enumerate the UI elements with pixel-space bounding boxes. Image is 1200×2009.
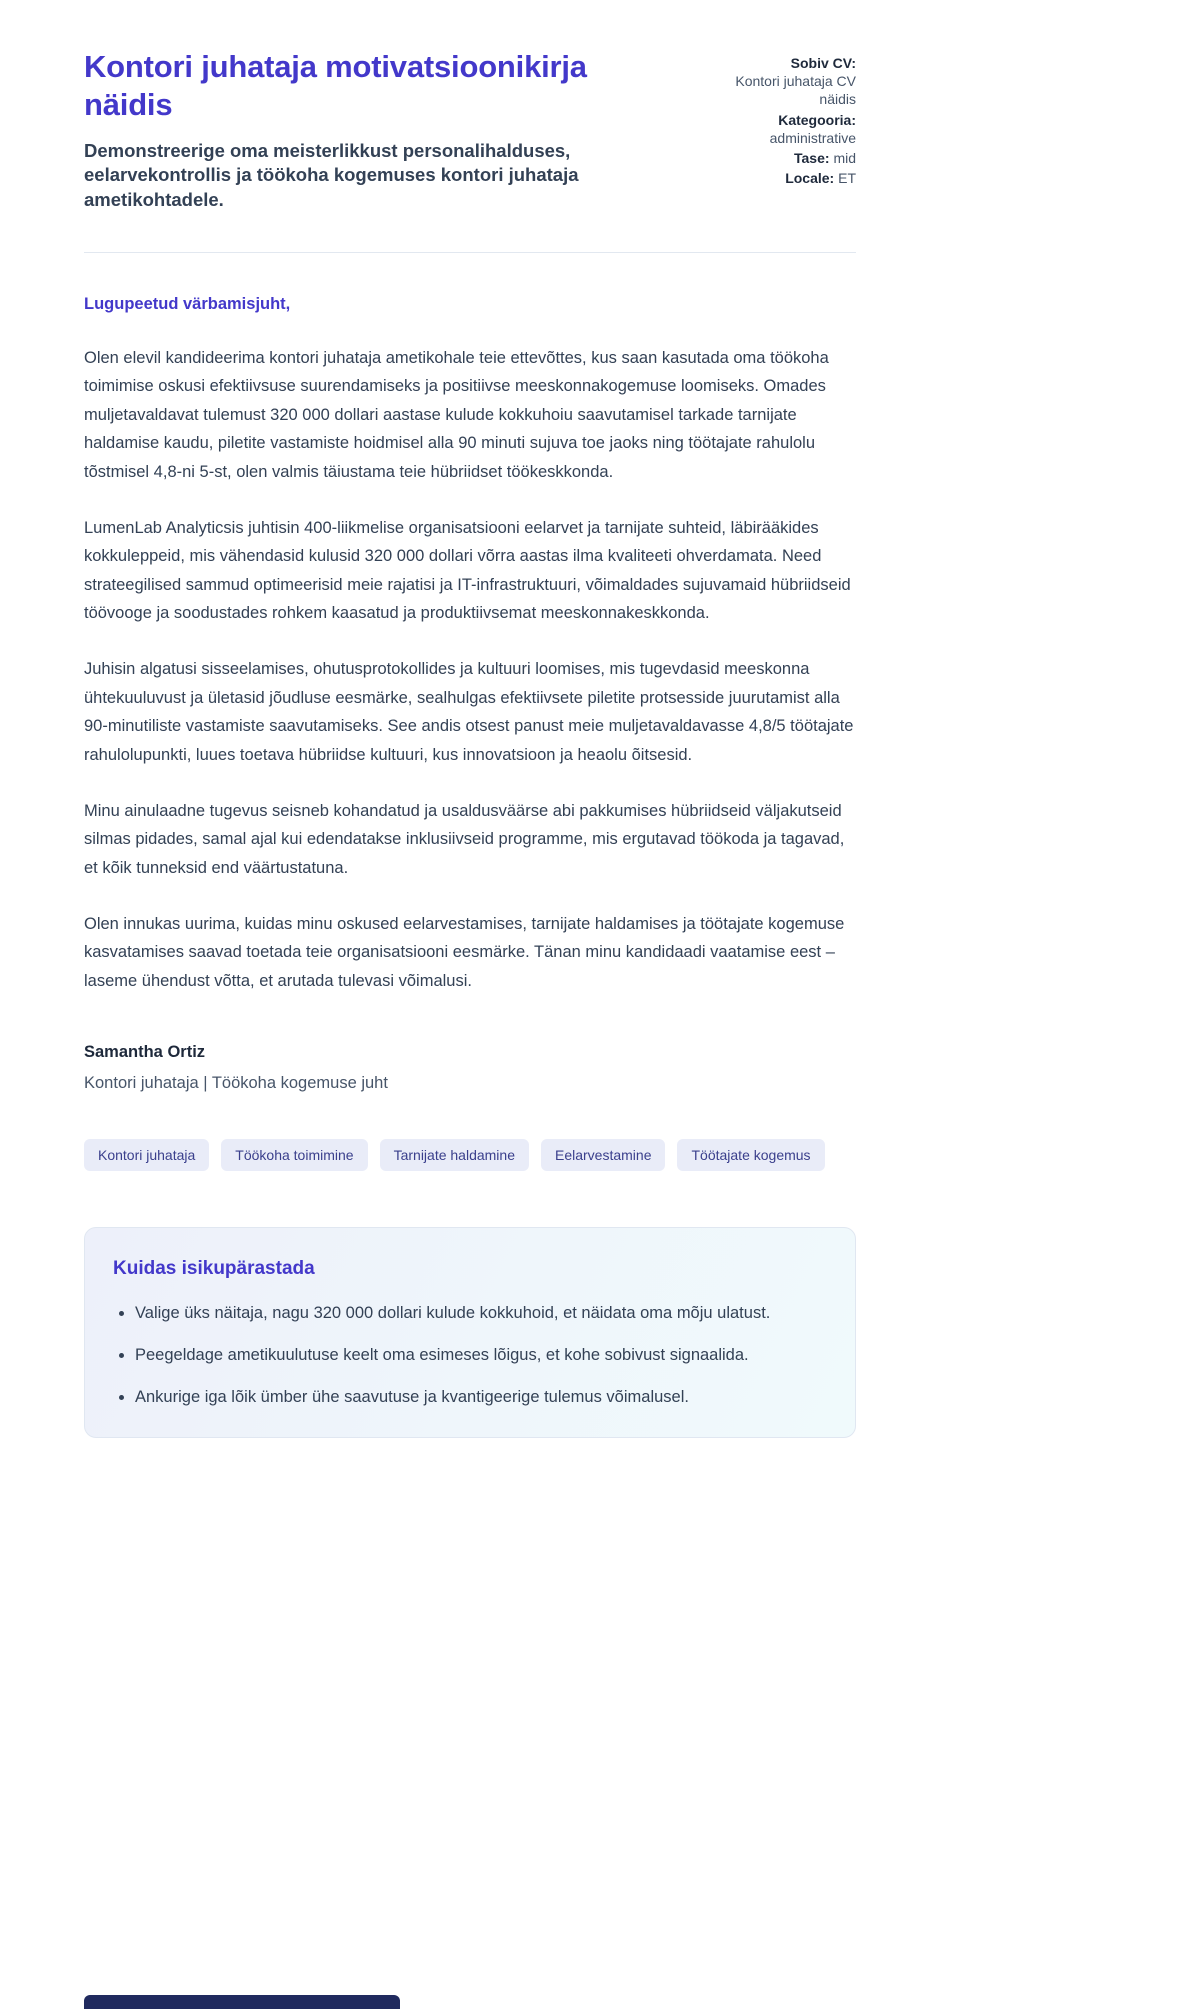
letter-paragraph: LumenLab Analyticsis juhtisin 400-liikmelise organisatsiooni eelarvet ja tarnijate suhteid, läbirääkides kokkuleppeid, mis vähendasid kulusid 320 000 dollari võrra aastas ilma kvaliteeti ohverdamata. Need strateegilised sammud optimeerisid meie rajatisi ja IT-infrastruktuuri, võimaldades sujuvamaid hübriidseid töövooge ja soodustades rohkem kaasatud ja produktiivsemat meeskonnakeskkonda. [84, 518, 851, 623]
header-title-block [84, 48, 696, 212]
meta-level-label: Tase: [794, 149, 830, 166]
personalize-card-title: Kuidas isikupärastada [113, 1258, 315, 1280]
page-subtitle: Demonstreerige oma meisterlikkust personalihalduses, eelarvekontrollis ja töökoha kogemuses kontori juhataja ametikohtadele. [84, 139, 579, 210]
personalize-tip: • Valige üks näitaja, nagu 320 000 dollari kulude kokkuhoid, et näidata oma mõju ulatust. [135, 1300, 827, 1328]
tag-chip-kontori-juhataja[interactable]: Kontori juhataja [84, 1139, 209, 1171]
signature-title: Kontori juhataja | Töökoha kogemuse juht [84, 1074, 388, 1093]
letter-paragraph: Olen innukas uurima, kuidas minu oskused eelarvestamises, tarnijate haldamises ja töötajate kogemuse kasvatamises saavad toetada teie organisatsiooni eesmärke. Tänan minu kandidaadi vaatamise eest – laseme ühendust võtta, et arutada tulevasi võimalusi. [84, 915, 845, 990]
header-divider [84, 252, 856, 253]
document-meta [696, 48, 856, 187]
personalize-tips-list [113, 1300, 827, 1411]
letter-paragraph: Olen elevil kandideerima kontori juhataja ametikohale teie ettevõttes, kus saan kasutada oma töökoha toimimise oskusi efektiivsuse suurendamiseks ja positiivse meeskonnakogemuse loomiseks. Omades muljetavaldavat tulemust 320 000 dollari aastase kulude kokkuhoiu saavutamisel tarkade tarnijate haldamise kaudu, piletite vastamiste hoidmisel alla 90 minuti sujuva toe jaoks ning töötajate rahulolu tõstmisel 4,8-ni 5-st, olen valmis täiustama teie hübriidset töökeskkonda. [84, 349, 829, 481]
cover-letter-body [84, 295, 856, 1093]
tag-chip-tarnijate-haldamine[interactable]: Tarnijate haldamine [380, 1139, 529, 1171]
meta-locale-value: ET [838, 170, 856, 187]
footer-dark-block [84, 1995, 400, 2009]
tag-chip-eelarvestamine[interactable]: Eelarvestamine [541, 1139, 666, 1171]
tag-list [84, 1139, 856, 1171]
page-header [84, 48, 856, 212]
personalize-tip: • Peegeldage ametikuulutuse keelt oma esimeses lõigus, et kohe sobivust signaalida. [135, 1342, 827, 1370]
tag-chip-tootajate-kogemus[interactable]: Töötajate kogemus [677, 1139, 824, 1171]
signature-name: Samantha Ortiz [84, 1043, 206, 1062]
meta-category-label: Kategooria: [778, 111, 856, 128]
meta-category-value: administrative [769, 129, 856, 146]
page-title: Kontori juhataja motivatsioonikirja näidis [84, 49, 587, 123]
letter-greeting: Lugupeetud värbamisjuht, [84, 295, 291, 314]
personalize-card [84, 1227, 856, 1438]
meta-cv-value: Kontori juhataja CV näidis [735, 73, 856, 108]
signature-block [84, 1043, 856, 1093]
letter-paragraph: Juhisin algatusi sisseelamises, ohutusprotokollides ja kultuuri loomises, mis tugevdasid meeskonna ühtekuuluvust ja ületasid jõudluse eesmärke, sealhulgas efektiivsete piletite protsesside juurutamist alla 90-minutiliste vastamiste saavutamiseks. See andis otsest panust meie muljetavaldavasse 4,8/5 töötajate rahulolupunkti, luues toetava hübriidse kultuuri, kus innovatsioon ja heaolu õitsesid. [84, 660, 854, 764]
personalize-tip: • Ankurige iga lõik ümber ühe saavutuse ja kvantigeerige tulemus võimalusel. [135, 1384, 827, 1412]
meta-locale-label: Locale: [785, 170, 835, 187]
tag-chip-tookoha-toimimine[interactable]: Töökoha toimimine [221, 1139, 367, 1171]
meta-level-value: mid [833, 149, 856, 166]
meta-cv-label: Sobiv CV: [790, 55, 856, 71]
letter-paragraph: Minu ainulaadne tugevus seisneb kohandatud ja usaldusväärse abi pakkumises hübriidseid väljakutseid silmas pidades, samal ajal kui edendatakse inklusiivseid programme, mis ergutavad töökoda ja tagavad, et kõik tunneksid end väärtustatuna. [84, 801, 845, 877]
